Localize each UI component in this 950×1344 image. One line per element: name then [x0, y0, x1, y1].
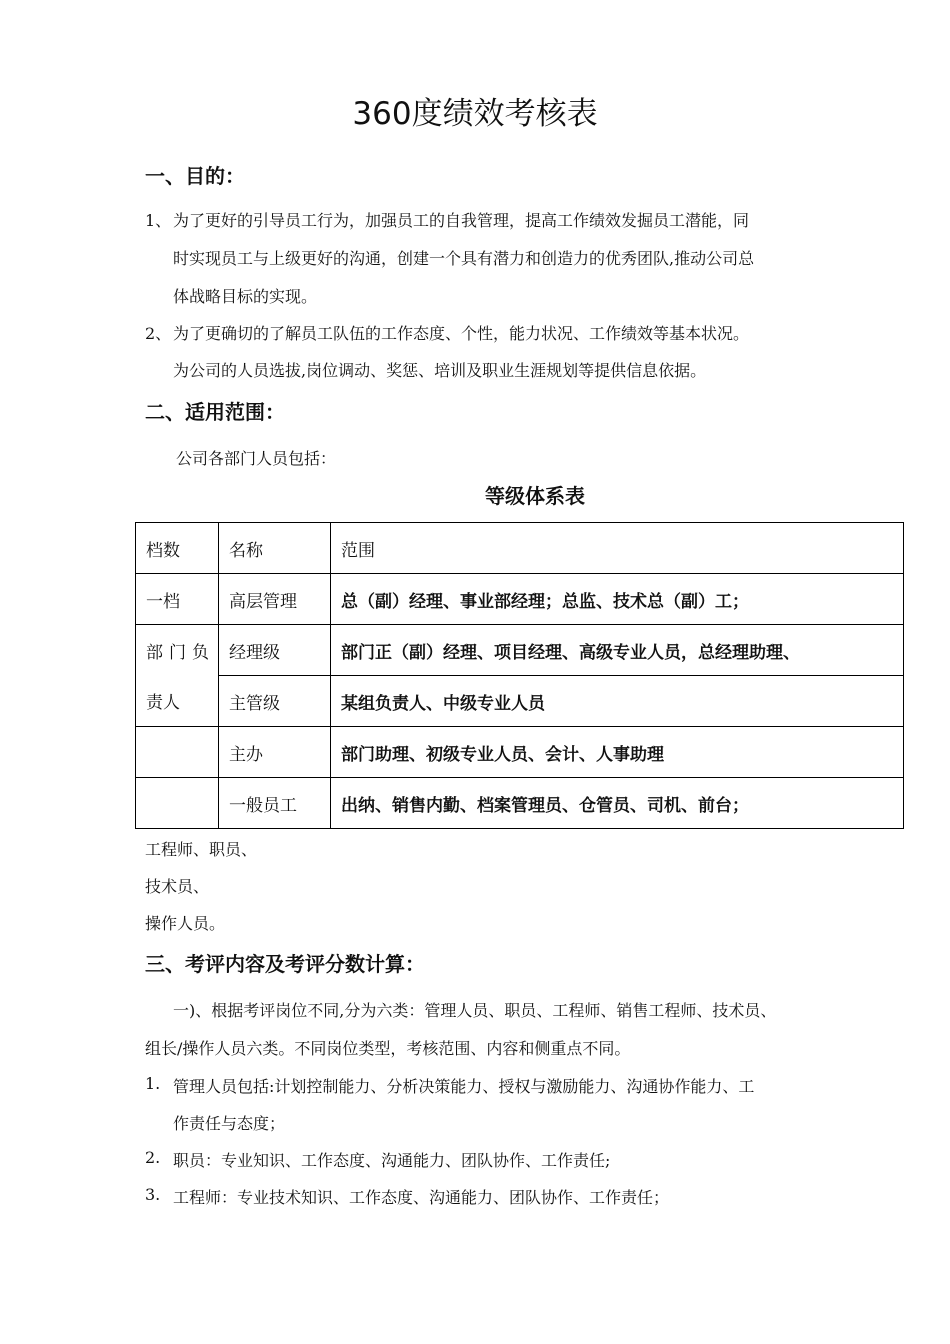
paragraph-line: 技术员、 — [145, 877, 210, 896]
section-heading-content: 三、考评内容及考评分数计算： — [145, 952, 425, 976]
section-heading-purpose: 一、目的： — [145, 164, 245, 188]
table-title: 等级体系表 — [485, 484, 585, 508]
section-heading-scope: 二、适用范围： — [145, 400, 285, 424]
paragraph-line: 管理人员包括:计划控制能力、分析决策能力、授权与激励能力、沟通协作能力、工 — [173, 1077, 755, 1096]
scope-intro: 公司各部门人员包括： — [176, 449, 337, 468]
grade-table — [135, 522, 904, 829]
name-cell: 一般员工 — [219, 778, 331, 829]
page-title: 360度绩效考核表 — [352, 96, 598, 132]
table-header-cell: 档数 — [136, 523, 219, 574]
paragraph-line: 体战略目标的实现。 — [173, 287, 318, 306]
table-row — [136, 727, 904, 778]
scope-cell: 某组负责人、中级专业人员 — [331, 676, 904, 727]
paragraph-line: 组长/操作人员六类。不同岗位类型，考核范围、内容和侧重点不同。 — [145, 1039, 631, 1058]
list-number: 2. — [145, 1148, 161, 1167]
table-header-row — [136, 523, 904, 574]
name-cell: 经理级 — [219, 625, 331, 676]
list-number: 2、 — [145, 324, 172, 343]
paragraph-line: 为公司的人员选拔,岗位调动、奖惩、培训及职业生涯规划等提供信息依据。 — [173, 361, 707, 380]
name-cell: 主办 — [219, 727, 331, 778]
paragraph-line: 操作人员。 — [145, 914, 226, 933]
table-row — [136, 676, 904, 727]
table-row — [136, 778, 904, 829]
table-header-cell: 范围 — [331, 523, 904, 574]
scope-cell: 部门正（副）经理、项目经理、高级专业人员，总经理助理、 — [331, 625, 904, 676]
list-number: 1、 — [145, 211, 172, 230]
paragraph-line: 职员：专业知识、工作态度、沟通能力、团队协作、工作责任; — [173, 1151, 611, 1170]
paragraph-line: 为了更好的引导员工行为，加强员工的自我管理，提高工作绩效发掘员工潜能，同 — [173, 211, 750, 230]
paragraph-line: 作责任与态度； — [173, 1114, 286, 1133]
paragraph-line: 为了更确切的了解员工队伍的工作态度、个性，能力状况、工作绩效等基本状况。 — [173, 324, 750, 343]
grade-cell: 一档 — [136, 574, 219, 625]
grade-cell: 部门负 — [136, 625, 219, 676]
table-header-cell: 名称 — [219, 523, 331, 574]
paragraph-line: 时实现员工与上级更好的沟通，创建一个具有潜力和创造力的优秀团队,推动公司总 — [173, 249, 755, 268]
paragraph-line: 工程师、职员、 — [145, 840, 258, 859]
grade-cell — [136, 727, 219, 778]
scope-cell: 出纳、销售内勤、档案管理员、仓管员、司机、前台； — [331, 778, 904, 829]
list-number: 3. — [145, 1185, 161, 1204]
grade-cell — [136, 778, 219, 829]
name-cell: 主管级 — [219, 676, 331, 727]
list-number: 1. — [145, 1074, 161, 1093]
name-cell: 高层管理 — [219, 574, 331, 625]
scope-cell: 部门助理、初级专业人员、会计、人事助理 — [331, 727, 904, 778]
grade-cell: 责人 — [136, 676, 219, 727]
paragraph-line: 一)、根据考评岗位不同,分为六类：管理人员、职员、工程师、销售工程师、技术员、 — [173, 1001, 777, 1020]
table-row — [136, 625, 904, 676]
table-row — [136, 574, 904, 625]
scope-cell: 总（副）经理、事业部经理；总监、技术总（副）工； — [331, 574, 904, 625]
paragraph-line: 工程师：专业技术知识、工作态度、沟通能力、团队协作、工作责任； — [173, 1188, 670, 1207]
